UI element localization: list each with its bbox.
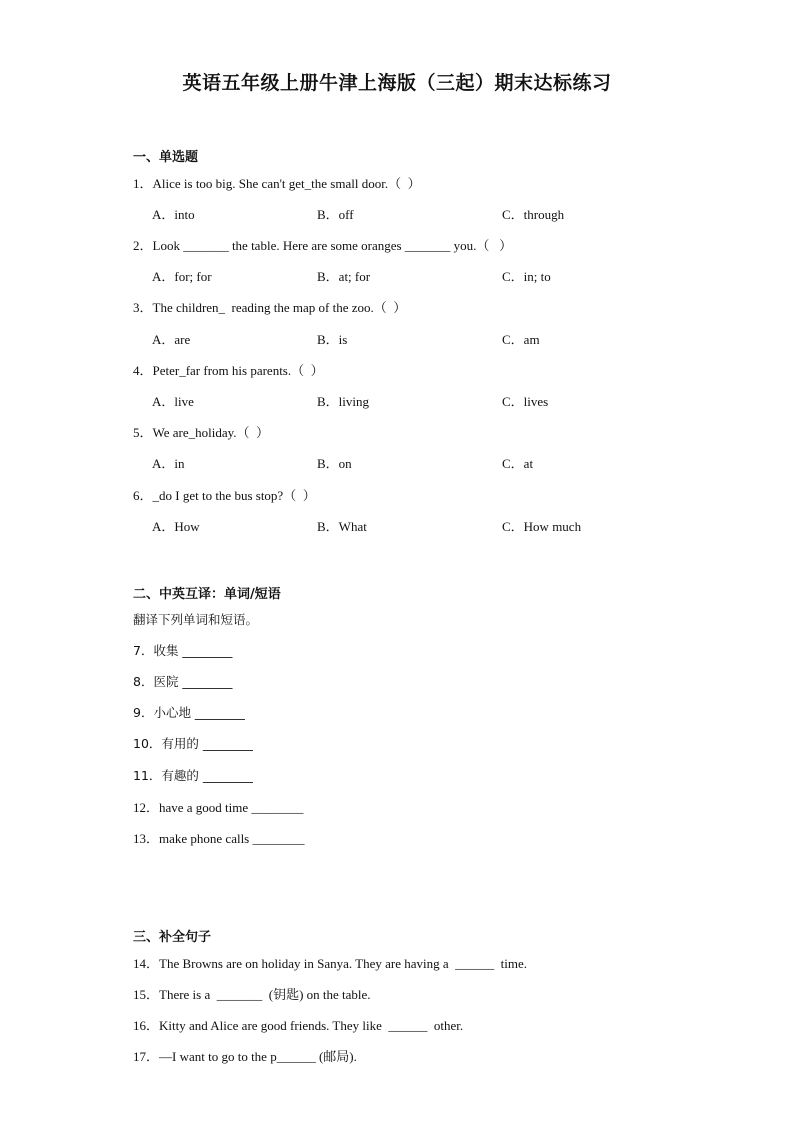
question-3: 3．The children_ reading the map of the zoo.（ ）	[133, 300, 407, 315]
translation-item-12: 12．have a good time ________	[133, 800, 304, 815]
question-6-option-b: B．What	[317, 519, 367, 534]
question-2-option-a: A．for; for	[152, 269, 212, 284]
question-5-option-b: B．on	[317, 456, 352, 471]
translation-item-10: 10．有用的 ________	[133, 736, 253, 751]
question-6-option-c: C．How much	[502, 519, 582, 534]
question-6-option-a: A．How	[152, 519, 200, 534]
question-1: 1．Alice is too big. She can't get_the small door.（ ）	[133, 176, 421, 191]
question-3-option-a: A．are	[152, 332, 191, 347]
question-3-option-b: B．is	[317, 332, 348, 347]
sentence-item-16: 16．Kitty and Alice are good friends. They like ______ other.	[133, 1018, 464, 1033]
question-5: 5．We are_holiday.（ ）	[133, 425, 270, 440]
translation-item-13: 13．make phone calls ________	[133, 831, 305, 846]
question-5-option-a: A．in	[152, 456, 185, 471]
question-6: 6．_do I get to the bus stop?（ ）	[133, 488, 316, 503]
question-4: 4．Peter_far from his parents.（ ）	[133, 363, 324, 378]
question-4-option-a: A．live	[152, 394, 194, 409]
page-title: 英语五年级上册牛津上海版（三起）期末达标练习	[182, 72, 612, 94]
question-3-option-c: C．am	[502, 332, 540, 347]
question-5-option-c: C．at	[502, 456, 534, 471]
sentence-item-14: 14．The Browns are on holiday in Sanya. They are having a ______ time.	[133, 956, 528, 971]
question-2-option-b: B．at; for	[317, 269, 371, 284]
section-heading-multiple-choice: 一、单选题	[133, 150, 199, 165]
sentence-item-15: 15．There is a _______ (钥匙) on the table.	[133, 987, 371, 1002]
translation-item-8: 8．医院 ________	[133, 674, 233, 689]
section-heading-complete-sentences: 三、补全句子	[133, 930, 212, 945]
question-1-option-b: B．off	[317, 207, 354, 222]
translation-item-11: 11．有趣的 ________	[133, 768, 253, 783]
question-2-option-c: C．in; to	[502, 269, 551, 284]
question-1-option-c: C．through	[502, 207, 565, 222]
translation-item-7: 7．收集 ________	[133, 643, 233, 658]
sentence-item-17: 17．—I want to go to the p______ (邮局).	[133, 1049, 357, 1064]
question-2: 2．Look _______ the table. Here are some oranges _______ you.（ ）	[133, 238, 513, 253]
question-4-option-c: C．lives	[502, 394, 549, 409]
section-heading-translation: 二、中英互译：单词/短语	[133, 587, 281, 602]
section-instruction: 翻译下列单词和短语。	[133, 612, 259, 627]
translation-item-9: 9．小心地 ________	[133, 705, 245, 720]
question-1-option-a: A．into	[152, 207, 195, 222]
question-4-option-b: B．living	[317, 394, 370, 409]
